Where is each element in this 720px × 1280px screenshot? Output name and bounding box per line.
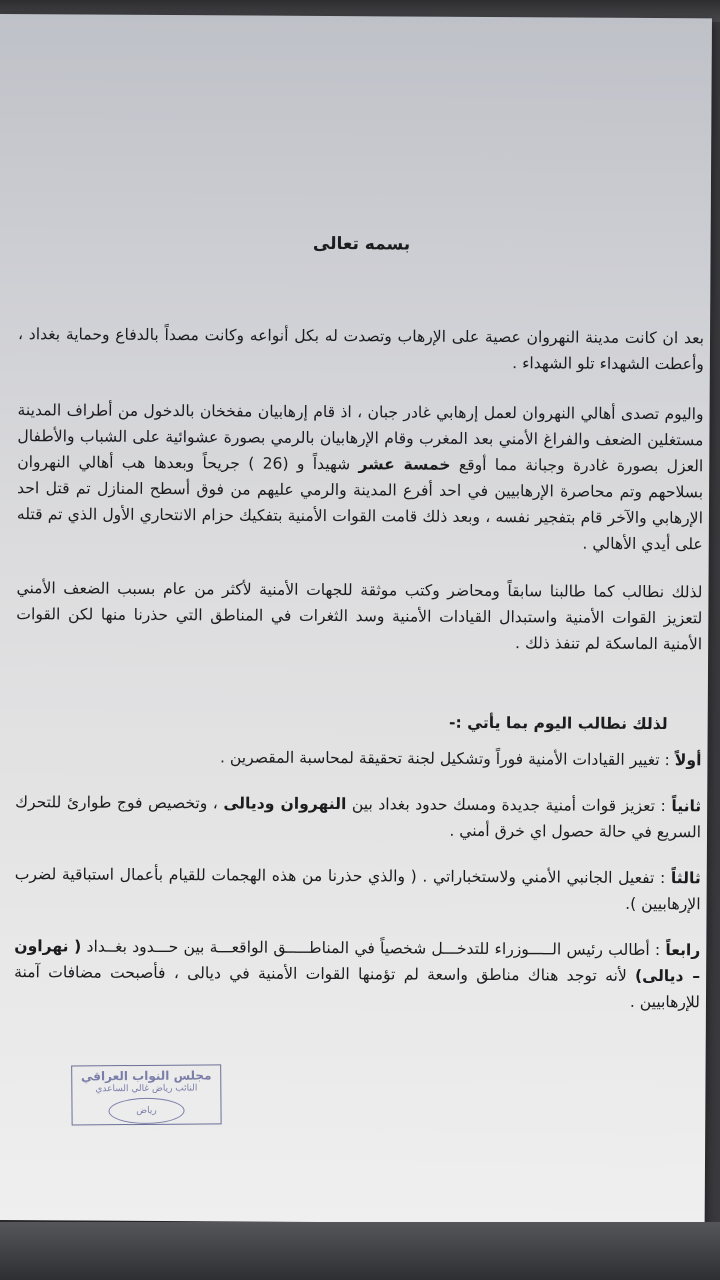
demand-label: أولاً xyxy=(674,751,702,770)
incident-text-end: شهيداً و (26 ) جريحاً وبعدها هب أهالي النهروان بسلاحهم وتم محاصرة الإرهابيين في احد أفرع المدينة والرمي عليهم من فوق أسطح المنازل تم قتل احد الإرهابي والآخر قام بتفجير نفسه ، وبعد ذلك قامت القوات الأمنية بتفكيك حزام الانتحاري الأول الذي تم قتله على أيدي الأهالي . xyxy=(16,453,704,554)
demand-item-3 xyxy=(15,861,701,917)
letter-heading: بسمه تعالى xyxy=(312,233,411,255)
signature-oval: رياض xyxy=(108,1098,184,1125)
demand-text-end: لأنه توجد هناك مناطق واسعة لم تؤمنها القوات الأمنية في ديالى ، فأصبحت مضافات آمنة للإرهابيين . xyxy=(14,963,701,1012)
demands-title: لذلك نطالب اليوم بما يأتي :- xyxy=(448,713,668,734)
stamp-title: مجلس النواب العراقي xyxy=(80,1068,212,1084)
demand-label: ثانياً xyxy=(671,797,702,816)
demand-item-2 xyxy=(15,789,701,845)
demand-label: رابعاً xyxy=(665,941,701,960)
official-stamp xyxy=(71,1064,221,1125)
demand-item-4 xyxy=(14,933,700,1015)
intro-paragraph: بعد ان كانت مدينة النهروان عصية على الإرهاب وتصدت له بكل أنواعه وكانت مصداً بالدفاع وحماية بغداد ، وأعطت الشهداء تلو الشهداء . xyxy=(17,325,705,374)
incident-text-start: واليوم تصدى أهالي النهروان لعمل إرهابي غادر جبان ، اذ قام إرهابيان مفخخان بالدخول من أطراف المدينة مستغلين الضعف والفراغ الأمني بعد المغرب وقام الإرهابيان بالرمي بصورة عشوائية على الشباب والأطفال العزل بصورة غادرة وجبانة مما أوقع xyxy=(17,401,704,476)
demand-text: : تغيير القيادات الأمنية فوراً وتشكيل لجنة تحقيقة لمحاسبة المقصرين . xyxy=(219,748,670,770)
demand-label: ثالثاً xyxy=(670,869,701,888)
demand-text-end: ، وتخصيص فوج طوارئ للتحرك السريع في حالة حصول اي خرق أمني . xyxy=(15,793,702,842)
demand-item-1 xyxy=(15,743,701,773)
demand-bold-text: ( نهراون – ديالى) xyxy=(14,937,701,986)
demand-text: : تعزيز قوات أمنية جديدة ومسك حدود بغداد بين xyxy=(351,795,666,816)
demand-bold-text: النهروان وديالى xyxy=(223,794,347,814)
letter-body xyxy=(14,229,705,1015)
previous-demands-paragraph: لذلك نطالب كما طالبنا سابقاً ومحاضر وكتب موثقة للجهات الأمنية لأكثر من عام بسبب الضعف الأمني لتعزيز القوات الأمنية واستبدال القيادات الأمنية وسد الثغرات في المناطق التي حذرنا منها لكن القوات الأمنية الماسكة لم تنفذ ذلك . xyxy=(16,579,703,654)
demand-text: : تفعيل الجانبي الأمني ولاستخباراتي . ( والذي حذرنا من هذه الهجمات للقيام بأعمال استباقية لضرب الإرهابيين ). xyxy=(14,865,701,914)
background-bottom xyxy=(0,1222,720,1280)
casualty-count: خمسة عشر xyxy=(358,455,451,474)
document-page xyxy=(0,14,712,1224)
demand-text: : أطالب رئيس الـــــوزراء للتدخـــل شخصياً في المناطـــــق الواقعـــة بين حـــدود بغــداد xyxy=(86,937,661,960)
stamp-subtitle: النائب رياض غالي الساعدي xyxy=(95,1083,198,1095)
incident-paragraph xyxy=(17,397,704,557)
